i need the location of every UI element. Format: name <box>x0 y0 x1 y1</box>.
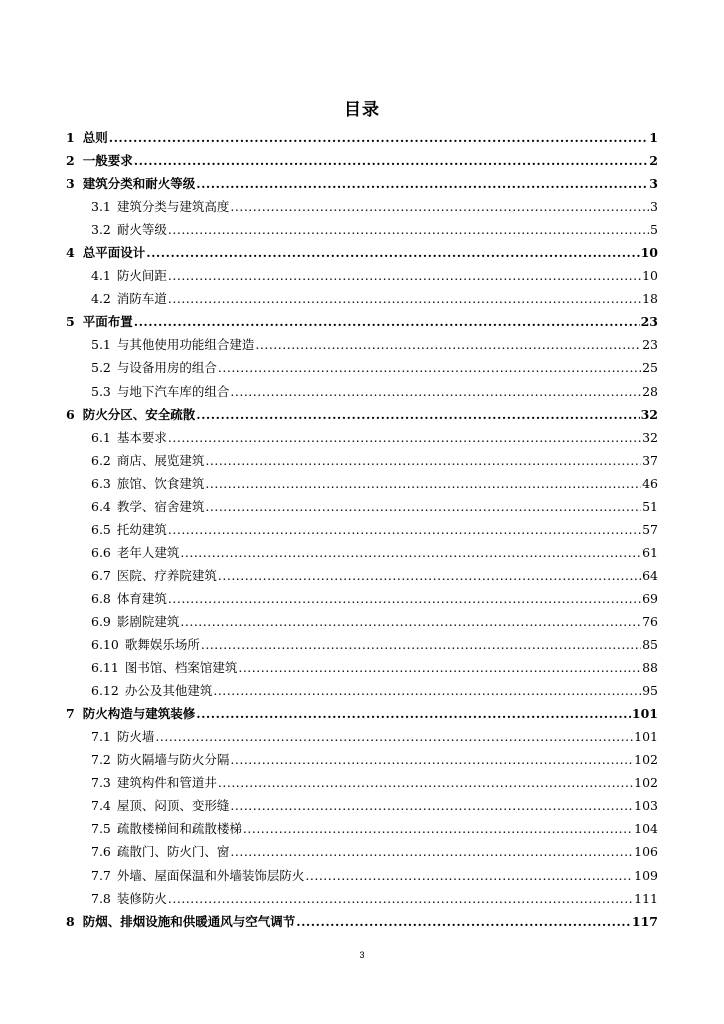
toc-entry[interactable] <box>66 335 658 358</box>
toc-entry[interactable] <box>66 312 658 335</box>
toc-entry-title: 防火隔墙与防火分隔 <box>116 752 230 768</box>
toc-entry-page: 28 <box>642 383 658 399</box>
toc-title: 目录 <box>344 100 380 120</box>
toc-dot-leader <box>168 291 641 306</box>
toc-entry[interactable] <box>66 704 658 727</box>
toc-entry-title: 体育建筑 <box>116 590 167 606</box>
toc-dot-leader <box>180 614 641 629</box>
toc-entry[interactable] <box>66 243 658 266</box>
toc-dot-leader <box>230 384 641 399</box>
toc-entry-page: 57 <box>642 521 658 537</box>
toc-entry-number: 6.4 <box>91 498 111 514</box>
toc-entry[interactable] <box>66 497 658 520</box>
toc-entry-title: 总则 <box>82 130 108 145</box>
toc-dot-leader <box>305 868 633 883</box>
toc-entry-number: 4.2 <box>91 291 111 307</box>
toc-entry-title: 与其他使用功能组合建造 <box>116 337 255 353</box>
toc-entry[interactable] <box>66 451 658 474</box>
toc-entry-page: 46 <box>642 475 658 491</box>
toc-entry-page: 88 <box>642 660 658 676</box>
toc-entry[interactable] <box>66 197 658 220</box>
toc-dot-leader <box>230 844 633 859</box>
toc-entry-page: 23 <box>640 314 658 330</box>
toc-entry-number: 3 <box>66 176 75 192</box>
toc-entry-title: 装修防火 <box>116 890 167 906</box>
toc-entry-number: 6.5 <box>91 521 111 537</box>
toc-entry-title: 影剧院建筑 <box>116 613 180 629</box>
toc-entry-title: 疏散门、防火门、窗 <box>116 844 230 860</box>
toc-entry-title: 建筑分类和耐火等级 <box>82 176 196 192</box>
toc-dot-leader <box>230 752 633 767</box>
toc-entry-title: 防火构造与建筑装修 <box>82 706 196 722</box>
toc-entry[interactable] <box>66 220 658 243</box>
toc-dot-leader <box>218 568 641 583</box>
toc-entry-page: 25 <box>642 360 658 376</box>
toc-entry-title: 商店、展览建筑 <box>116 452 205 468</box>
toc-entry-number: 7.2 <box>91 752 111 768</box>
toc-entry-number: 7.8 <box>91 890 111 906</box>
toc-entry-page: 106 <box>634 844 658 860</box>
toc-entry-title: 防火分区、安全疏散 <box>82 406 196 422</box>
toc-entry[interactable] <box>66 681 658 704</box>
toc-dot-leader <box>230 798 633 813</box>
toc-dot-leader <box>168 430 641 445</box>
toc-dot-leader <box>196 407 639 422</box>
toc-entry-number: 7.3 <box>91 775 111 791</box>
toc-dot-leader <box>168 591 641 606</box>
toc-dot-leader <box>243 821 633 836</box>
toc-entry-number: 5.2 <box>91 360 111 376</box>
toc-entry-number: 7.4 <box>91 798 111 814</box>
toc-entry-title: 与设备用房的组合 <box>116 360 217 376</box>
toc-dot-leader <box>134 314 640 329</box>
toc-entry-title: 旅馆、饮食建筑 <box>116 475 205 491</box>
toc-entry-title: 消防车道 <box>116 291 167 307</box>
toc-entry-page: 1 <box>649 130 658 145</box>
toc-entry-number: 7.5 <box>91 821 111 837</box>
toc-dot-leader <box>168 891 633 906</box>
toc-entry[interactable] <box>66 889 658 912</box>
toc-entry-number: 5.1 <box>91 337 111 353</box>
toc-entry[interactable] <box>66 750 658 773</box>
toc-entry-title: 办公及其他建筑 <box>124 683 213 699</box>
toc-entry[interactable] <box>66 589 658 612</box>
toc-entry[interactable] <box>66 405 658 428</box>
toc-entry-page: 76 <box>642 613 658 629</box>
toc-entry-number: 4 <box>66 245 75 261</box>
toc-entry-title: 歌舞娱乐场所 <box>124 637 200 653</box>
toc-dot-leader <box>230 199 649 214</box>
toc-entry-page: 103 <box>634 798 658 814</box>
toc-dot-leader <box>155 729 633 744</box>
toc-entry-number: 6.2 <box>91 452 111 468</box>
toc-entry-number: 6.7 <box>91 567 111 583</box>
toc-entry[interactable] <box>66 866 658 889</box>
toc-entry[interactable] <box>66 428 658 451</box>
toc-entry[interactable] <box>66 151 658 174</box>
toc-dot-leader <box>205 499 641 514</box>
toc-dot-leader <box>196 706 631 721</box>
toc-entry-page: 104 <box>634 821 658 837</box>
toc-entry-number: 6.12 <box>91 683 119 699</box>
toc-entry-title: 疏散楼梯间和疏散楼梯 <box>116 821 242 837</box>
table-of-contents <box>66 128 658 935</box>
toc-entry-page: 10 <box>642 268 658 284</box>
toc-entry[interactable] <box>66 474 658 497</box>
toc-entry-number: 3.1 <box>91 199 111 215</box>
toc-entry-number: 6 <box>66 406 75 422</box>
toc-entry-page: 5 <box>650 222 658 238</box>
toc-entry-title: 耐火等级 <box>116 222 167 238</box>
toc-entry-title: 建筑构件和管道井 <box>116 775 217 791</box>
toc-dot-leader <box>146 245 639 260</box>
toc-dot-leader <box>213 683 641 698</box>
toc-entry-number: 6.8 <box>91 590 111 606</box>
toc-dot-leader <box>196 176 648 191</box>
toc-entry-title: 外墙、屋面保温和外墙装饰层防火 <box>116 867 305 883</box>
toc-entry-page: 109 <box>634 867 658 883</box>
toc-entry-number: 3.2 <box>91 222 111 238</box>
toc-entry-title: 平面布置 <box>82 314 133 330</box>
toc-entry-title: 防火墙 <box>116 729 155 745</box>
toc-entry[interactable] <box>66 796 658 819</box>
toc-entry[interactable] <box>66 773 658 796</box>
toc-entry-title: 防烟、排烟设施和供暖通风与空气调节 <box>82 913 296 929</box>
toc-entry-number: 1 <box>66 130 75 145</box>
toc-entry[interactable] <box>66 727 658 750</box>
toc-entry[interactable] <box>66 635 658 658</box>
toc-entry-page: 102 <box>634 775 658 791</box>
toc-entry[interactable] <box>66 289 658 312</box>
toc-entry[interactable] <box>66 382 658 405</box>
toc-entry-page: 2 <box>649 153 658 169</box>
toc-entry-page: 23 <box>642 337 658 353</box>
toc-entry-number: 7 <box>66 706 75 722</box>
toc-entry-page: 111 <box>634 890 658 906</box>
toc-dot-leader <box>134 153 649 168</box>
toc-entry-title: 基本要求 <box>116 429 167 445</box>
toc-entry[interactable] <box>66 266 658 289</box>
toc-entry-number: 5 <box>66 314 75 330</box>
toc-entry-page: 3 <box>649 176 658 192</box>
toc-entry-title: 总平面设计 <box>82 245 146 261</box>
toc-dot-leader <box>205 476 641 491</box>
toc-dot-leader <box>218 775 633 790</box>
toc-entry-page: 18 <box>642 291 658 307</box>
toc-dot-leader <box>238 660 641 675</box>
toc-entry-number: 6.3 <box>91 475 111 491</box>
toc-dot-leader <box>201 637 641 652</box>
toc-entry[interactable] <box>66 566 658 589</box>
toc-entry-number: 6.1 <box>91 429 111 445</box>
toc-entry-page: 51 <box>642 498 658 514</box>
toc-dot-leader <box>168 222 649 237</box>
toc-entry[interactable] <box>66 174 658 197</box>
toc-entry-page: 101 <box>631 706 658 722</box>
toc-entry-number: 6.10 <box>91 637 119 653</box>
toc-dot-leader <box>109 130 649 145</box>
toc-entry-page: 10 <box>640 245 658 261</box>
toc-entry-page: 32 <box>642 429 658 445</box>
toc-entry-title: 教学、宿舍建筑 <box>116 498 205 514</box>
toc-entry-number: 5.3 <box>91 383 111 399</box>
toc-entry-page: 61 <box>642 544 658 560</box>
toc-entry-title: 防火间距 <box>116 268 167 284</box>
toc-entry[interactable] <box>66 658 658 681</box>
toc-entry-title: 医院、疗养院建筑 <box>116 567 217 583</box>
toc-entry-number: 7.7 <box>91 867 111 883</box>
toc-entry-number: 2 <box>66 153 75 169</box>
toc-entry-number: 6.6 <box>91 544 111 560</box>
toc-entry-title: 图书馆、档案馆建筑 <box>124 660 238 676</box>
toc-entry[interactable] <box>66 842 658 865</box>
toc-entry-number: 4.1 <box>91 268 111 284</box>
toc-entry-number: 6.11 <box>91 660 119 676</box>
toc-entry-page: 95 <box>642 683 658 699</box>
toc-dot-leader <box>218 360 641 375</box>
toc-dot-leader <box>168 268 641 283</box>
toc-entry-page: 3 <box>650 199 658 215</box>
toc-entry-page: 32 <box>640 406 658 422</box>
toc-entry-number: 6.9 <box>91 613 111 629</box>
toc-dot-leader <box>255 337 641 352</box>
toc-entry-title: 与地下汽车库的组合 <box>116 383 230 399</box>
toc-entry-title: 老年人建筑 <box>116 544 180 560</box>
toc-dot-leader <box>168 522 641 537</box>
toc-dot-leader <box>296 914 631 929</box>
toc-entry[interactable] <box>66 128 658 151</box>
toc-entry-page: 102 <box>634 752 658 768</box>
toc-entry-page: 117 <box>631 913 658 929</box>
toc-entry-number: 7.1 <box>91 729 111 745</box>
toc-dot-leader <box>205 453 641 468</box>
toc-entry-page: 69 <box>642 590 658 606</box>
toc-entry[interactable] <box>66 612 658 635</box>
toc-entry-title: 一般要求 <box>82 153 133 169</box>
toc-entry-title: 托幼建筑 <box>116 521 167 537</box>
toc-entry-number: 7.6 <box>91 844 111 860</box>
toc-entry-page: 101 <box>634 729 658 745</box>
toc-entry-page: 37 <box>642 452 658 468</box>
toc-entry[interactable] <box>66 819 658 842</box>
toc-entry-title: 屋顶、闷顶、变形缝 <box>116 798 230 814</box>
toc-entry[interactable] <box>66 912 658 935</box>
toc-dot-leader <box>180 545 641 560</box>
toc-entry-page: 64 <box>642 567 658 583</box>
toc-entry[interactable] <box>66 520 658 543</box>
toc-entry-title: 建筑分类与建筑高度 <box>116 199 230 215</box>
toc-entry-number: 8 <box>66 913 75 929</box>
toc-entry[interactable] <box>66 543 658 566</box>
page-number: 3 <box>359 950 365 960</box>
toc-entry-page: 85 <box>642 637 658 653</box>
toc-entry[interactable] <box>66 358 658 381</box>
